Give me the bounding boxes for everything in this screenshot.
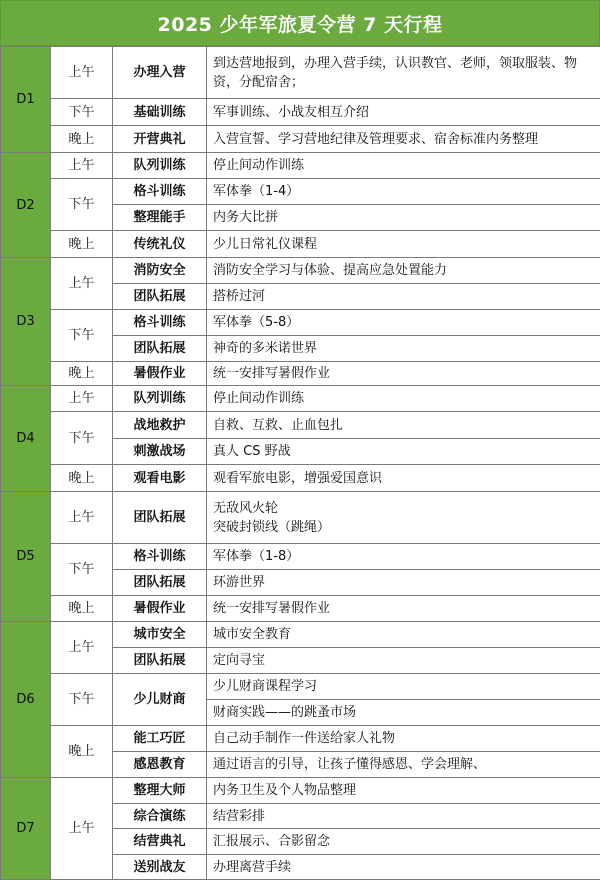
activity-topic: 刺激战场 [113, 439, 207, 465]
activity-description: 消防安全学习与体验、提高应急处置能力 [207, 258, 600, 284]
day-label: D6 [1, 622, 51, 778]
period-label: 上午 [51, 47, 113, 99]
activity-description: 汇报展示、合影留念 [207, 829, 600, 855]
period-label: 下午 [51, 99, 113, 126]
activity-description: 军事训练、小战友相互介绍 [207, 99, 600, 126]
period-label: 上午 [51, 153, 113, 179]
activity-description [207, 492, 600, 544]
description-line: 无敌风火轮 [213, 499, 594, 518]
table-row [1, 596, 600, 622]
period-label: 上午 [51, 778, 113, 880]
period-label: 下午 [51, 412, 113, 465]
table-row [1, 412, 600, 439]
period-label: 上午 [51, 386, 113, 412]
activity-topic: 暑假作业 [113, 596, 207, 622]
table-row [1, 622, 600, 648]
activity-topic: 开营典礼 [113, 126, 207, 153]
day-label: D1 [1, 47, 51, 153]
schedule-table [0, 46, 600, 880]
activity-description: 军体拳（1-8） [207, 544, 600, 570]
activity-description: 定向寻宝 [207, 648, 600, 674]
table-row [1, 153, 600, 179]
activity-description: 统一安排写暑假作业 [207, 362, 600, 386]
period-label: 晚上 [51, 231, 113, 258]
activity-topic: 送别战友 [113, 855, 207, 880]
activity-description: 停止间动作训练 [207, 386, 600, 412]
activity-description: 自救、互救、止血包扎 [207, 412, 600, 439]
activity-description: 内务大比拼 [207, 205, 600, 231]
activity-description: 财商实践——的跳蚤市场 [207, 700, 600, 726]
activity-description: 少儿日常礼仪课程 [207, 231, 600, 258]
activity-topic: 格斗训练 [113, 310, 207, 336]
period-label: 晚上 [51, 596, 113, 622]
activity-description: 军体拳（5-8） [207, 310, 600, 336]
activity-topic: 团队拓展 [113, 492, 207, 544]
activity-topic: 团队拓展 [113, 570, 207, 596]
activity-description: 结营彩排 [207, 804, 600, 829]
activity-topic: 结营典礼 [113, 829, 207, 855]
period-label: 晚上 [51, 126, 113, 153]
table-row [1, 47, 600, 99]
table-row [1, 179, 600, 205]
activity-description: 入营宣誓、学习营地纪律及管理要求、宿舍标准内务整理 [207, 126, 600, 153]
period-label: 晚上 [51, 726, 113, 778]
activity-topic: 感恩教育 [113, 752, 207, 778]
period-label: 晚上 [51, 362, 113, 386]
activity-topic: 整理能手 [113, 205, 207, 231]
page-title: 2025 少年军旅夏令营 7 天行程 [0, 0, 600, 46]
activity-description: 搭桥过河 [207, 284, 600, 310]
table-row [1, 778, 600, 804]
activity-topic: 队列训练 [113, 153, 207, 179]
activity-description: 神奇的多米诺世界 [207, 336, 600, 362]
activity-description: 城市安全教育 [207, 622, 600, 648]
activity-description: 内务卫生及个人物品整理 [207, 778, 600, 804]
table-row [1, 544, 600, 570]
period-label: 上午 [51, 258, 113, 310]
table-row [1, 674, 600, 700]
activity-description: 自己动手制作一件送给家人礼物 [207, 726, 600, 752]
day-label: D5 [1, 492, 51, 622]
activity-topic: 能工巧匠 [113, 726, 207, 752]
activity-topic: 格斗训练 [113, 179, 207, 205]
table-row [1, 126, 600, 153]
activity-description: 统一安排写暑假作业 [207, 596, 600, 622]
table-row [1, 362, 600, 386]
table-row [1, 492, 600, 544]
activity-topic: 基础训练 [113, 99, 207, 126]
day-label: D4 [1, 386, 51, 492]
table-row [1, 99, 600, 126]
activity-topic: 团队拓展 [113, 648, 207, 674]
activity-topic: 队列训练 [113, 386, 207, 412]
period-label: 下午 [51, 674, 113, 726]
day-label: D2 [1, 153, 51, 258]
activity-description: 办理离营手续 [207, 855, 600, 880]
activity-description: 军体拳（1-4） [207, 179, 600, 205]
activity-topic: 团队拓展 [113, 336, 207, 362]
table-row [1, 258, 600, 284]
table-row [1, 465, 600, 492]
activity-description: 停止间动作训练 [207, 153, 600, 179]
table-row [1, 310, 600, 336]
activity-topic: 暑假作业 [113, 362, 207, 386]
activity-topic: 战地救护 [113, 412, 207, 439]
activity-description: 环游世界 [207, 570, 600, 596]
table-row [1, 386, 600, 412]
period-label: 下午 [51, 544, 113, 596]
description-line: 突破封锁线（跳绳） [213, 518, 594, 537]
activity-topic: 办理入营 [113, 47, 207, 99]
activity-topic: 消防安全 [113, 258, 207, 284]
period-label: 下午 [51, 179, 113, 231]
activity-topic: 整理大师 [113, 778, 207, 804]
activity-topic: 格斗训练 [113, 544, 207, 570]
activity-topic: 观看电影 [113, 465, 207, 492]
period-label: 下午 [51, 310, 113, 362]
activity-topic: 团队拓展 [113, 284, 207, 310]
day-label: D7 [1, 778, 51, 880]
period-label: 上午 [51, 622, 113, 674]
table-row [1, 726, 600, 752]
activity-description: 真人 CS 野战 [207, 439, 600, 465]
activity-description: 少儿财商课程学习 [207, 674, 600, 700]
period-label: 上午 [51, 492, 113, 544]
activity-topic: 综合演练 [113, 804, 207, 829]
day-label: D3 [1, 258, 51, 386]
table-row [1, 231, 600, 258]
activity-topic: 少儿财商 [113, 674, 207, 726]
activity-description: 观看军旅电影，增强爱国意识 [207, 465, 600, 492]
period-label: 晚上 [51, 465, 113, 492]
activity-topic: 传统礼仪 [113, 231, 207, 258]
activity-topic: 城市安全 [113, 622, 207, 648]
activity-description: 到达营地报到，办理入营手续，认识教官、老师，领取服装、物资，分配宿舍； [207, 47, 600, 99]
activity-description: 通过语言的引导，让孩子懂得感恩、学会理解、 [207, 752, 600, 778]
